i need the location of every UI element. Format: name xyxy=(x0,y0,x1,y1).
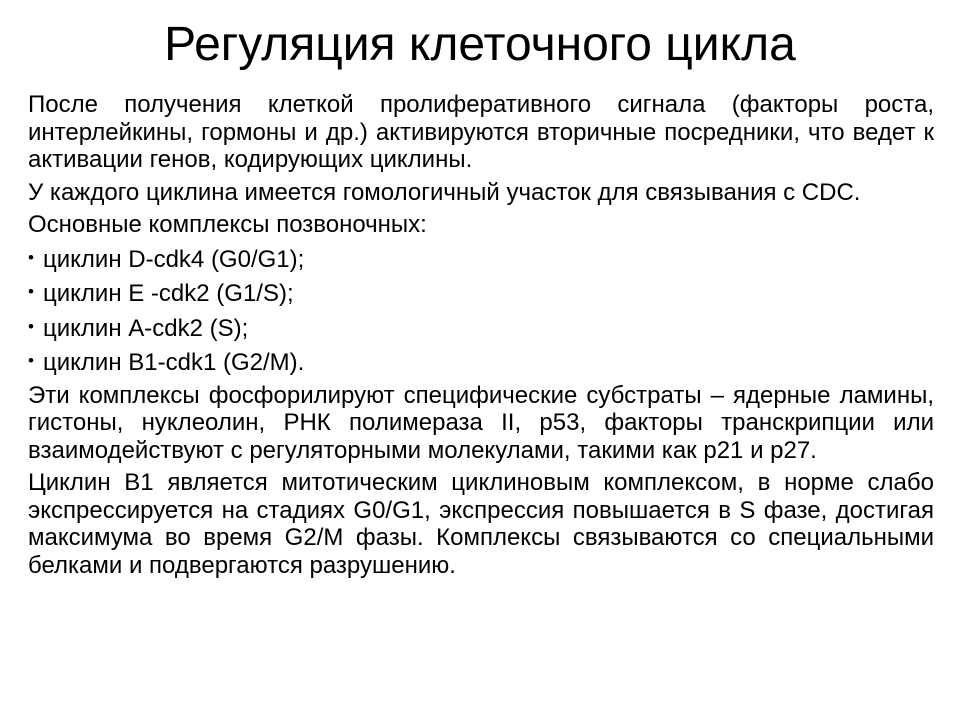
list-item xyxy=(28,347,934,377)
list-item-text: циклин E -cdk2 (G1/S); xyxy=(43,280,294,307)
bullet-icon: • xyxy=(28,316,34,336)
paragraph-homologous-region: У каждого циклина имеется гомологичный участок для связывания с CDC. xyxy=(28,178,861,206)
bullet-icon: • xyxy=(28,247,34,267)
list-item xyxy=(28,244,934,274)
bullet-icon: • xyxy=(28,282,34,301)
list-item xyxy=(28,278,934,308)
complex-list xyxy=(28,244,934,377)
paragraph-main-complexes: Основные комплексы позвоночных: xyxy=(28,211,427,238)
bullet-icon: • xyxy=(28,351,34,370)
paragraph-phosphorylation: Эти комплексы фосфорилируют специфические субстраты – ядерные ламины, гистоны, нуклеолин, РНК полимераза II, p53, факторы транскрипции или взаимодействуют с регуляторными молекулами, такими как p21 и p27. xyxy=(28,381,934,464)
slide-body xyxy=(28,91,934,584)
list-item-text: циклин D-cdk4 (G0/G1); xyxy=(43,245,305,273)
list-item xyxy=(28,313,934,343)
slide-title: Регуляция клеточного цикла xyxy=(164,18,796,71)
paragraph-proliferative-signal: После получения клеткой пролиферативного сигнала (факторы роста, интерлейкины, гормоны и др.) активируются вторичные посредники, что ведет к активации генов, кодирующих циклины. xyxy=(28,91,934,173)
paragraph-cyclin-b1: Циклин B1 является митотическим циклиновым комплексом, в норме слабо экспрессируется на стадиях G0/G1, экспрессия повышается в S фазе, достигая максимума во время G2/M фазы. Комплексы связываются со специальными белками и подвергаются разрушению. xyxy=(28,469,934,579)
list-item-text: циклин B1-cdk1 (G2/M). xyxy=(43,349,305,376)
list-item-text: циклин A-cdk2 (S); xyxy=(43,314,249,342)
